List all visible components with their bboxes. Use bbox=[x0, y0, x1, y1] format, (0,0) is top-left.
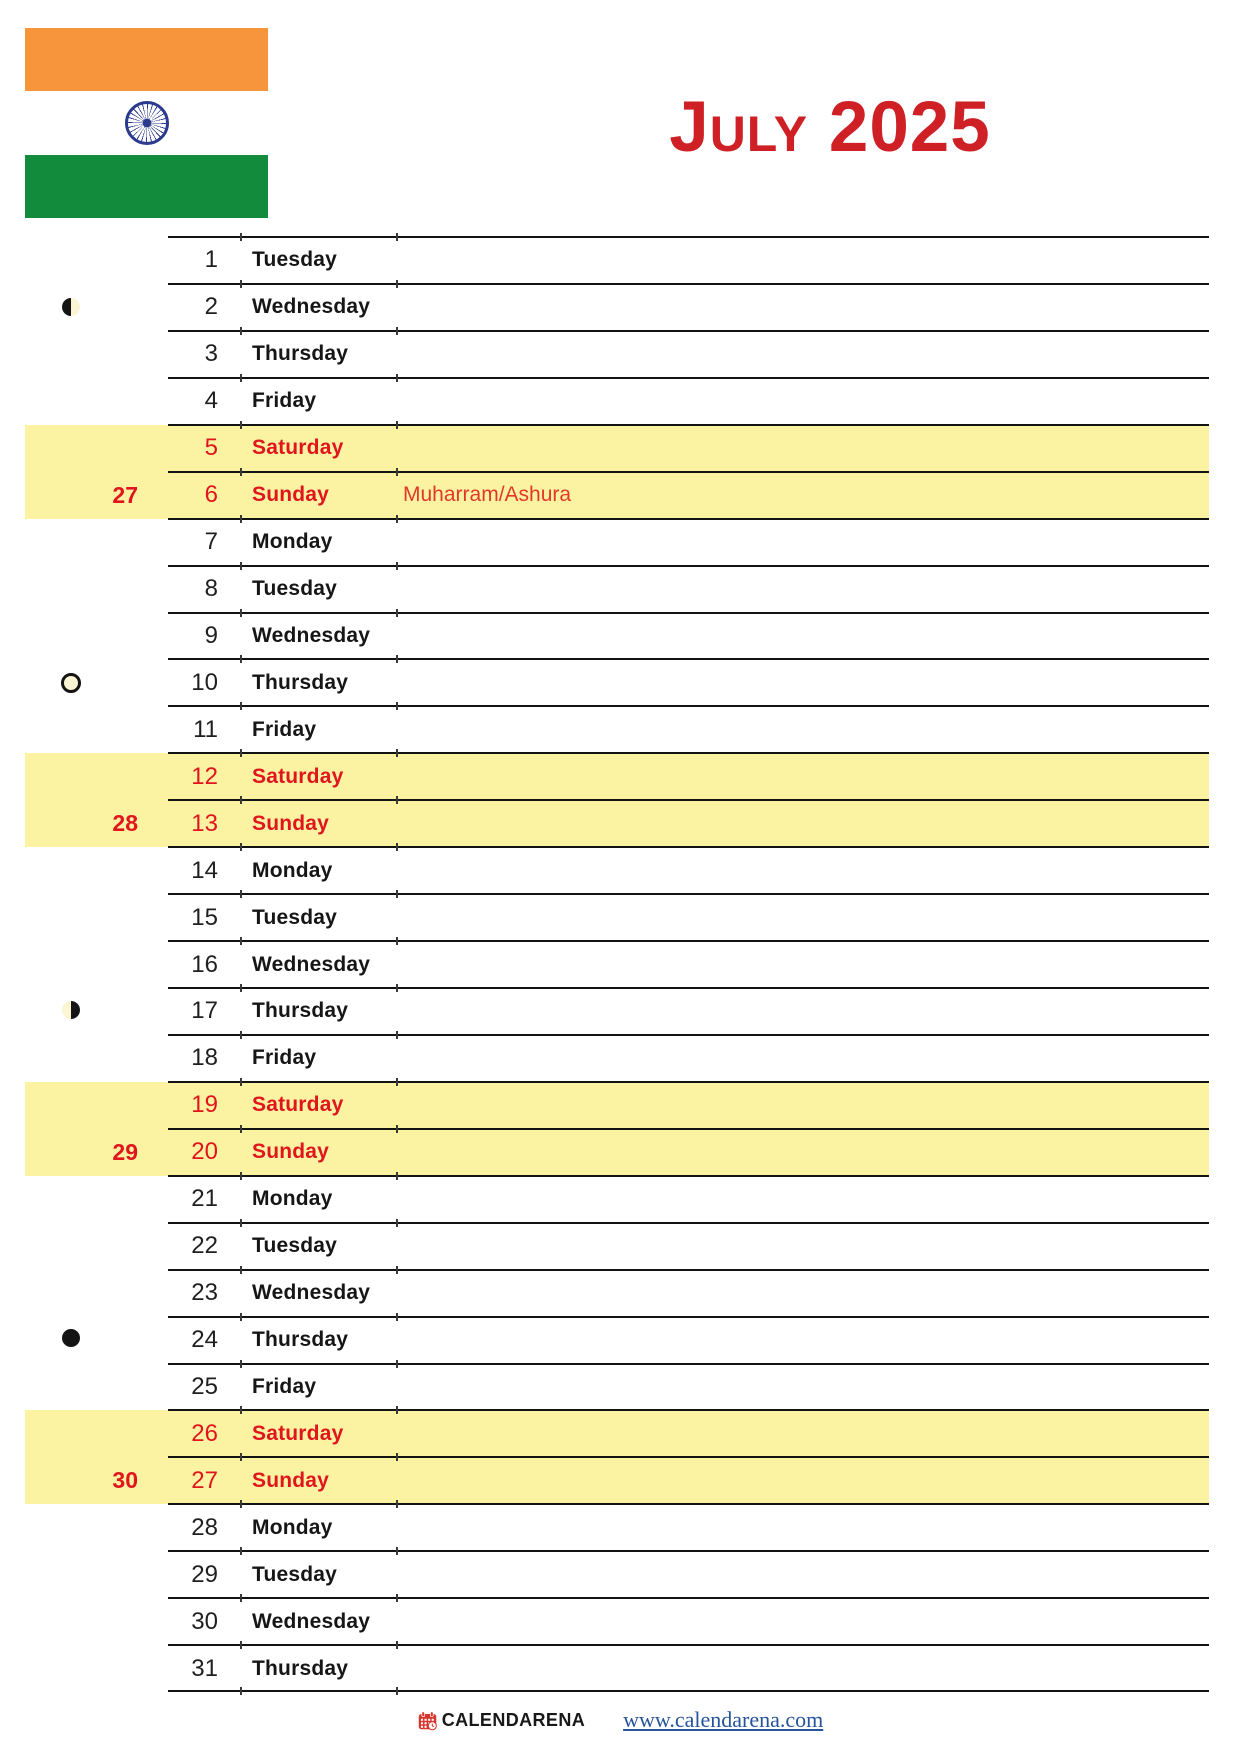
day-name: Monday bbox=[252, 1187, 333, 1211]
column-tick bbox=[396, 1172, 398, 1180]
column-tick bbox=[240, 1219, 242, 1227]
column-tick bbox=[240, 327, 242, 335]
column-tick bbox=[396, 374, 398, 382]
brand bbox=[417, 1710, 585, 1731]
day-number: 16 bbox=[191, 950, 218, 978]
day-name: Wednesday bbox=[252, 1281, 371, 1305]
calendar-row bbox=[25, 1082, 1209, 1129]
row-divider bbox=[168, 1175, 1209, 1177]
day-name: Thursday bbox=[252, 670, 349, 694]
column-tick bbox=[396, 1031, 398, 1039]
day-name: Tuesday bbox=[252, 577, 338, 601]
column-tick bbox=[240, 1453, 242, 1461]
row-divider bbox=[168, 658, 1209, 660]
day-number: 17 bbox=[191, 997, 218, 1025]
column-tick bbox=[240, 984, 242, 992]
column-tick bbox=[396, 280, 398, 288]
calendar-table bbox=[25, 237, 1209, 1692]
calendar-row bbox=[25, 519, 1209, 566]
day-name: Wednesday bbox=[252, 952, 371, 976]
row-divider bbox=[168, 1128, 1209, 1130]
column-tick bbox=[240, 655, 242, 663]
day-name: Sunday bbox=[252, 483, 330, 507]
row-divider bbox=[168, 1269, 1209, 1271]
column-tick bbox=[240, 280, 242, 288]
row-divider bbox=[168, 330, 1209, 332]
week-number: 27 bbox=[112, 481, 138, 508]
row-divider bbox=[168, 987, 1209, 989]
calendar-row bbox=[25, 425, 1209, 472]
calendar-row bbox=[25, 1176, 1209, 1223]
holiday-label: Muharram/Ashura bbox=[403, 483, 572, 507]
row-divider bbox=[168, 471, 1209, 473]
calendar-row bbox=[25, 1270, 1209, 1317]
day-number: 23 bbox=[191, 1279, 218, 1307]
column-tick bbox=[240, 702, 242, 710]
column-tick bbox=[396, 1453, 398, 1461]
column-tick bbox=[396, 937, 398, 945]
day-number: 11 bbox=[193, 715, 218, 743]
day-name: Wednesday bbox=[252, 623, 371, 647]
row-divider bbox=[168, 1503, 1209, 1505]
calendar-row bbox=[25, 237, 1209, 284]
column-tick bbox=[240, 233, 242, 241]
calendar-row bbox=[25, 847, 1209, 894]
day-number: 2 bbox=[204, 293, 218, 321]
day-number: 4 bbox=[204, 387, 218, 415]
row-divider bbox=[168, 1456, 1209, 1458]
day-number: 24 bbox=[191, 1326, 218, 1354]
column-tick bbox=[396, 1078, 398, 1086]
row-divider bbox=[168, 518, 1209, 520]
calendar-row bbox=[25, 800, 1209, 847]
column-tick bbox=[396, 1219, 398, 1227]
column-tick bbox=[240, 749, 242, 757]
calendar-logo-icon bbox=[417, 1710, 438, 1731]
row-divider bbox=[168, 236, 1209, 238]
column-tick bbox=[240, 890, 242, 898]
column-tick bbox=[396, 1125, 398, 1133]
column-tick bbox=[396, 1406, 398, 1414]
column-tick bbox=[396, 562, 398, 570]
column-tick bbox=[240, 515, 242, 523]
column-tick bbox=[396, 1687, 398, 1695]
day-name: Sunday bbox=[252, 1468, 330, 1492]
week-number: 29 bbox=[112, 1138, 138, 1165]
column-tick bbox=[396, 421, 398, 429]
day-name: Saturday bbox=[252, 1093, 344, 1117]
day-name: Thursday bbox=[252, 1328, 349, 1352]
column-tick bbox=[396, 796, 398, 804]
day-name: Saturday bbox=[252, 764, 344, 788]
day-name: Sunday bbox=[252, 811, 330, 835]
day-name: Friday bbox=[252, 1374, 317, 1398]
column-tick bbox=[396, 1500, 398, 1508]
column-tick bbox=[240, 1078, 242, 1086]
calendar-row bbox=[25, 613, 1209, 660]
day-number: 22 bbox=[191, 1232, 218, 1260]
column-tick bbox=[396, 609, 398, 617]
day-number: 3 bbox=[204, 340, 218, 368]
column-tick bbox=[396, 655, 398, 663]
row-divider bbox=[168, 1644, 1209, 1646]
row-divider bbox=[168, 799, 1209, 801]
row-divider bbox=[168, 705, 1209, 707]
column-tick bbox=[240, 374, 242, 382]
column-tick bbox=[396, 515, 398, 523]
calendar-row bbox=[25, 988, 1209, 1035]
day-number: 10 bbox=[191, 668, 218, 696]
calendar-row bbox=[25, 1504, 1209, 1551]
flag-saffron-band bbox=[25, 28, 268, 91]
day-number: 1 bbox=[204, 246, 218, 274]
day-name: Sunday bbox=[252, 1140, 330, 1164]
row-divider bbox=[168, 565, 1209, 567]
calendar-row bbox=[25, 1645, 1209, 1692]
calendar-row bbox=[25, 1035, 1209, 1082]
day-name: Wednesday bbox=[252, 295, 371, 319]
calendar-row bbox=[25, 1410, 1209, 1457]
row-divider bbox=[168, 283, 1209, 285]
column-tick bbox=[240, 609, 242, 617]
row-divider bbox=[168, 752, 1209, 754]
column-tick bbox=[240, 1360, 242, 1368]
day-name: Monday bbox=[252, 1515, 333, 1539]
day-name: Wednesday bbox=[252, 1609, 371, 1633]
footer bbox=[0, 1700, 1240, 1740]
column-tick bbox=[240, 1641, 242, 1649]
day-name: Friday bbox=[252, 389, 317, 413]
column-tick bbox=[240, 796, 242, 804]
calendar-row bbox=[25, 1223, 1209, 1270]
day-number: 7 bbox=[204, 528, 218, 556]
day-number: 15 bbox=[191, 903, 218, 931]
calendar-row bbox=[25, 659, 1209, 706]
day-number: 13 bbox=[191, 809, 218, 837]
day-number: 27 bbox=[191, 1466, 218, 1494]
column-tick bbox=[396, 1547, 398, 1555]
column-tick bbox=[240, 1687, 242, 1695]
day-name: Saturday bbox=[252, 436, 344, 460]
column-tick bbox=[396, 890, 398, 898]
calendar-row bbox=[25, 706, 1209, 753]
column-tick bbox=[240, 1500, 242, 1508]
day-number: 28 bbox=[191, 1513, 218, 1541]
column-tick bbox=[396, 327, 398, 335]
day-name: Thursday bbox=[252, 342, 349, 366]
column-tick bbox=[240, 1172, 242, 1180]
column-tick bbox=[240, 1547, 242, 1555]
india-flag-icon bbox=[25, 28, 268, 218]
day-number: 21 bbox=[191, 1185, 218, 1213]
day-name: Thursday bbox=[252, 1656, 349, 1680]
column-tick bbox=[396, 1266, 398, 1274]
calendar-row bbox=[25, 378, 1209, 425]
calendar-row bbox=[25, 941, 1209, 988]
column-tick bbox=[240, 1313, 242, 1321]
flag-white-band bbox=[25, 91, 268, 154]
week-number: 28 bbox=[112, 810, 138, 837]
day-name: Tuesday bbox=[252, 905, 338, 929]
row-divider bbox=[168, 424, 1209, 426]
day-number: 20 bbox=[191, 1138, 218, 1166]
day-number: 18 bbox=[191, 1044, 218, 1072]
calendar-row bbox=[25, 472, 1209, 519]
calendar-row bbox=[25, 1364, 1209, 1411]
row-divider bbox=[168, 893, 1209, 895]
column-tick bbox=[396, 1360, 398, 1368]
day-name: Tuesday bbox=[252, 1234, 338, 1258]
calendar-row bbox=[25, 1551, 1209, 1598]
column-tick bbox=[240, 1125, 242, 1133]
day-name: Friday bbox=[252, 1046, 317, 1070]
day-name: Monday bbox=[252, 530, 333, 554]
day-name: Thursday bbox=[252, 999, 349, 1023]
row-divider bbox=[168, 1034, 1209, 1036]
ashoka-chakra-icon bbox=[125, 101, 169, 145]
day-name: Tuesday bbox=[252, 248, 338, 272]
row-divider bbox=[168, 1222, 1209, 1224]
day-number: 5 bbox=[204, 434, 218, 462]
row-divider bbox=[168, 377, 1209, 379]
row-divider bbox=[168, 612, 1209, 614]
day-name: Monday bbox=[252, 858, 333, 882]
column-tick bbox=[396, 1313, 398, 1321]
column-tick bbox=[240, 1406, 242, 1414]
column-tick bbox=[396, 843, 398, 851]
column-tick bbox=[240, 1031, 242, 1039]
column-tick bbox=[396, 749, 398, 757]
column-tick bbox=[396, 1641, 398, 1649]
day-name: Tuesday bbox=[252, 1562, 338, 1586]
calendar-row bbox=[25, 284, 1209, 331]
column-tick bbox=[240, 1594, 242, 1602]
column-tick bbox=[396, 468, 398, 476]
day-number: 26 bbox=[191, 1419, 218, 1447]
column-tick bbox=[240, 843, 242, 851]
column-tick bbox=[240, 937, 242, 945]
day-number: 25 bbox=[191, 1372, 218, 1400]
day-number: 30 bbox=[191, 1607, 218, 1635]
day-number: 31 bbox=[191, 1654, 218, 1682]
day-number: 9 bbox=[204, 621, 218, 649]
page-title: July 2025 bbox=[669, 88, 991, 167]
day-number: 6 bbox=[204, 481, 218, 509]
calendar-row bbox=[25, 566, 1209, 613]
day-number: 12 bbox=[191, 762, 218, 790]
column-tick bbox=[240, 421, 242, 429]
day-number: 8 bbox=[204, 575, 218, 603]
calendar-row bbox=[25, 894, 1209, 941]
brand-name: CALENDARENA bbox=[441, 1709, 586, 1730]
calendar-row bbox=[25, 1129, 1209, 1176]
day-number: 29 bbox=[191, 1560, 218, 1588]
day-number: 19 bbox=[191, 1091, 218, 1119]
column-tick bbox=[240, 468, 242, 476]
row-divider bbox=[168, 1081, 1209, 1083]
row-divider bbox=[168, 1363, 1209, 1365]
column-tick bbox=[396, 1594, 398, 1602]
day-name: Saturday bbox=[252, 1421, 344, 1445]
week-number: 30 bbox=[112, 1467, 138, 1494]
table-bottom-line bbox=[168, 1690, 1209, 1692]
calendar-row bbox=[25, 1598, 1209, 1645]
website-link[interactable]: www.calendarena.com bbox=[623, 1707, 824, 1732]
column-tick bbox=[396, 984, 398, 992]
row-divider bbox=[168, 1550, 1209, 1552]
calendar-row bbox=[25, 1457, 1209, 1504]
column-tick bbox=[240, 562, 242, 570]
flag-green-band bbox=[25, 155, 268, 218]
row-divider bbox=[168, 846, 1209, 848]
column-tick bbox=[240, 1266, 242, 1274]
row-divider bbox=[168, 1597, 1209, 1599]
row-divider bbox=[168, 1316, 1209, 1318]
row-divider bbox=[168, 1409, 1209, 1411]
calendar-row bbox=[25, 753, 1209, 800]
column-tick bbox=[396, 233, 398, 241]
day-name: Friday bbox=[252, 717, 317, 741]
column-tick bbox=[396, 702, 398, 710]
calendar-row bbox=[25, 1317, 1209, 1364]
calendar-row bbox=[25, 331, 1209, 378]
day-number: 14 bbox=[191, 856, 218, 884]
row-divider bbox=[168, 940, 1209, 942]
